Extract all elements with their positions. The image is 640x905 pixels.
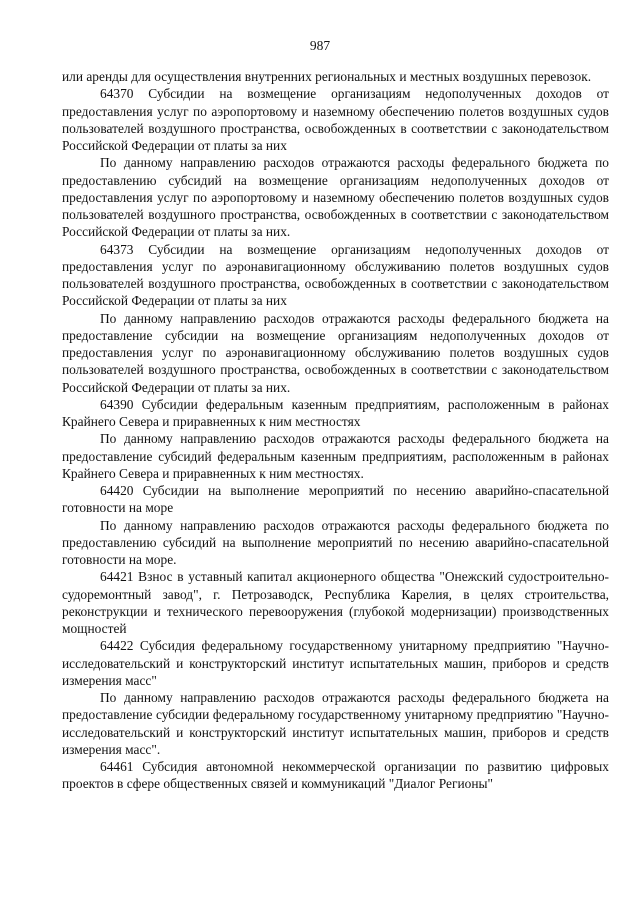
paragraph-64422-description: По данному направлению расходов отражаются расходы федерального бюджета на предоставление субсидии федеральному государственному унитарному предприятию "Научно-исследовательский и конструкторский институт испытательных машин, приборов и средств измерения масс". [62, 690, 609, 757]
paragraph-64422-heading: 64422 Субсидия федеральному государственному унитарному предприятию "Научно-исследовательский и конструкторский институт испытательных машин, приборов и средств измерения масс" [62, 638, 609, 688]
paragraph-64370-description: По данному направлению расходов отражаются расходы федерального бюджета по предоставлению субсидий на возмещение организациям недополученных доходов от предоставления услуг по аэропортовому и наземному обеспечению полетов воздушных судов пользователей воздушного пространства, освобожденных в соответствии с законодательством Российской Федерации от платы за них. [62, 155, 609, 240]
paragraph-64390-description: По данному направлению расходов отражаются расходы федерального бюджета на предоставление субсидий федеральным казенным предприятиям, расположенным в районах Крайнего Севера и приравненных к ним местностях. [62, 431, 609, 481]
paragraph-64461-heading: 64461 Субсидия автономной некоммерческой организации по развитию цифровых проектов в сфере общественных связей и коммуникаций "Диалог Регионы" [62, 759, 609, 792]
paragraph-64390-heading: 64390 Субсидии федеральным казенным предприятиям, расположенным в районах Крайнего Севера и приравненных к ним местностях [62, 396, 609, 429]
document-body [62, 68, 609, 793]
paragraph-64420-description: По данному направлению расходов отражаются расходы федерального бюджета по предоставлению субсидий на выполнение мероприятий по несению аварийно-спасательной готовности на море. [62, 517, 609, 567]
paragraph-64421-heading: 64421 Взнос в уставный капитал акционерного общества "Онежский судостроительно-судоремонтный завод", г. Петрозаводск, Республика Карелия, в целях строительства, реконструкции и технического перевооружения (глубокой модернизации) производственных мощностей [62, 569, 609, 636]
paragraph-64420-heading: 64420 Субсидии на выполнение мероприятий по несению аварийно-спасательной готовности на море [62, 483, 609, 516]
page-number: 987 [309, 38, 331, 53]
paragraph-64373-heading: 64373 Субсидии на возмещение организациям недополученных доходов от предоставления услуг по аэронавигационному обслуживанию полетов воздушных судов пользователей воздушного пространства, освобожденных в соответствии с законодательством Российской Федерации от платы за них [62, 241, 609, 309]
paragraph-64373-description: По данному направлению расходов отражаются расходы федерального бюджета на предоставление субсидии на возмещение организациям недополученных доходов от предоставления услуг по аэронавигационному обслуживанию полетов воздушных судов пользователей воздушного пространства, освобожденных в соответствии с законодательством Российской Федерации от платы за них. [62, 310, 609, 395]
paragraph-continuation: или аренды для осуществления внутренних региональных и местных воздушных перевозок. [62, 69, 592, 84]
paragraph-64370-heading: 64370 Субсидии на возмещение организациям недополученных доходов от предоставления услуг по аэропортовому и наземному обеспечению полетов воздушных судов пользователей воздушного пространства, освобожденных в соответствии с законодательством Российской Федерации от платы за них [62, 86, 609, 153]
